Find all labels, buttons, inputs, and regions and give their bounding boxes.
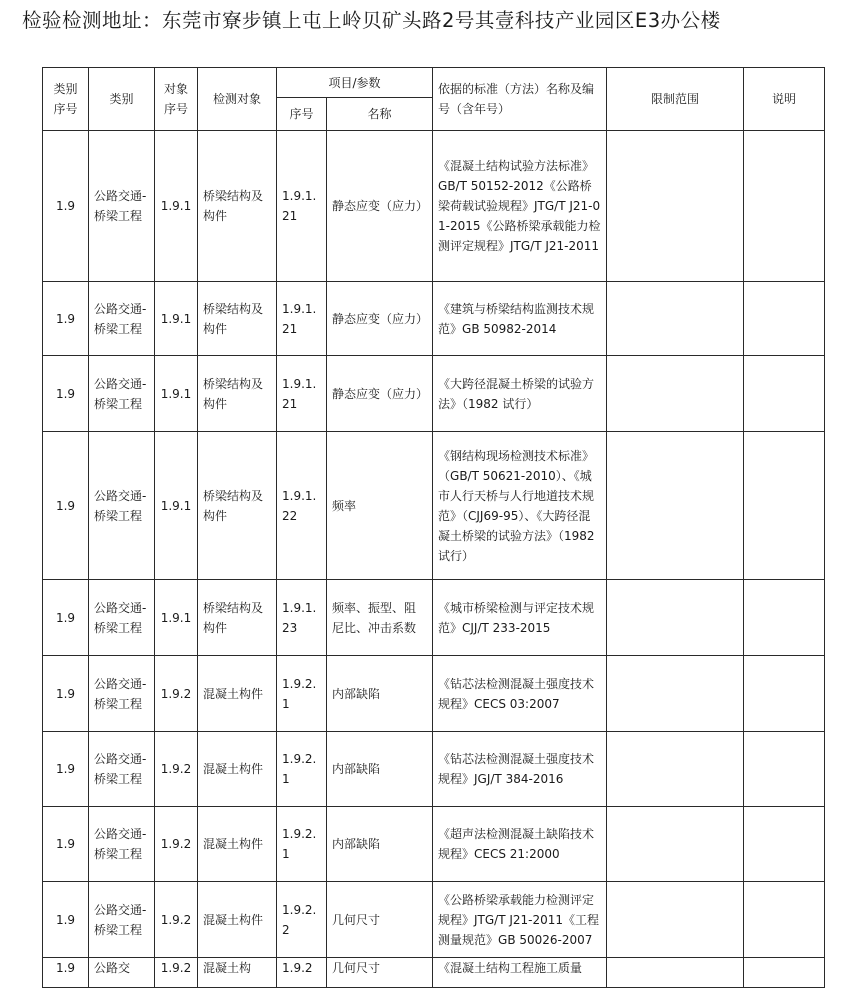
cell-item-name: 内部缺陷 <box>327 656 433 732</box>
table-row <box>43 356 825 432</box>
cell-obj-no: 1.9.1 <box>155 282 198 356</box>
header-item-no: 序号 <box>277 98 327 131</box>
cell-note <box>744 580 825 656</box>
cell-cat-no: 1.9 <box>43 656 89 732</box>
cell-object: 桥梁结构及构件 <box>198 356 277 432</box>
table-row <box>43 732 825 807</box>
cell-cat-no: 1.9 <box>43 432 89 580</box>
cell-item-no: 1.9.2.1 <box>277 656 327 732</box>
cell-cat-no: 1.9 <box>43 807 89 882</box>
cell-category: 公路交通-桥梁工程 <box>89 580 155 656</box>
header-object: 检测对象 <box>198 68 277 131</box>
cell-object: 桥梁结构及构件 <box>198 580 277 656</box>
cell-standard: 《公路桥梁承载能力检测评定规程》JTG/T J21-2011《工程测量规范》GB 50026-2007 <box>433 882 607 958</box>
cell-limit <box>607 356 744 432</box>
cell-limit <box>607 958 744 988</box>
cell-cat-no: 1.9 <box>43 356 89 432</box>
table-row <box>43 432 825 580</box>
cell-item-no: 1.9.2.1 <box>277 807 327 882</box>
cell-obj-no: 1.9.2 <box>155 958 198 988</box>
cell-item-name: 内部缺陷 <box>327 807 433 882</box>
cell-obj-no: 1.9.1 <box>155 580 198 656</box>
cell-obj-no: 1.9.2 <box>155 882 198 958</box>
cell-standard: 《混凝土结构试验方法标准》GB/T 50152-2012《公路桥梁荷载试验规程》JTG/T J21-01-2015《公路桥梁承载能力检测评定规程》JTG/T J21-2011 <box>433 131 607 282</box>
header-obj-no: 对象序号 <box>155 68 198 131</box>
cell-obj-no: 1.9.2 <box>155 807 198 882</box>
cell-item-name: 几何尺寸 <box>327 882 433 958</box>
cell-category: 公路交通-桥梁工程 <box>89 732 155 807</box>
cell-cat-no: 1.9 <box>43 131 89 282</box>
cell-item-name: 内部缺陷 <box>327 732 433 807</box>
cell-object: 桥梁结构及构件 <box>198 131 277 282</box>
cell-limit <box>607 732 744 807</box>
cell-category: 公路交 <box>89 958 155 988</box>
cell-category: 公路交通-桥梁工程 <box>89 432 155 580</box>
cell-object: 混凝土构件 <box>198 882 277 958</box>
cell-standard: 《钻芯法检测混凝土强度技术规程》JGJ/T 384-2016 <box>433 732 607 807</box>
cell-limit <box>607 656 744 732</box>
cell-limit <box>607 882 744 958</box>
cell-standard: 《建筑与桥梁结构监测技术规范》GB 50982-2014 <box>433 282 607 356</box>
cell-limit <box>607 580 744 656</box>
cell-category: 公路交通-桥梁工程 <box>89 882 155 958</box>
cell-standard: 《钢结构现场检测技术标准》（GB/T 50621-2010）、《城市人行天桥与人行地道技术规范》（CJJ69-95）、《大跨径混凝土桥梁的试验方法》（1982 试行） <box>433 432 607 580</box>
page-title: 检验检测地址：东莞市寮步镇上屯上岭贝矿头路2号其壹科技产业园区E3办公楼 <box>22 9 721 32</box>
cell-item-no: 1.9.2.1 <box>277 732 327 807</box>
cell-category: 公路交通-桥梁工程 <box>89 282 155 356</box>
cell-limit <box>607 432 744 580</box>
cell-category: 公路交通-桥梁工程 <box>89 356 155 432</box>
cell-item-no: 1.9.1.23 <box>277 580 327 656</box>
cell-category: 公路交通-桥梁工程 <box>89 807 155 882</box>
cell-category: 公路交通-桥梁工程 <box>89 131 155 282</box>
cell-object: 混凝土构件 <box>198 732 277 807</box>
cell-item-name: 静态应变（应力） <box>327 131 433 282</box>
table-row <box>43 958 825 988</box>
cell-cat-no: 1.9 <box>43 282 89 356</box>
cell-note <box>744 732 825 807</box>
cell-item-no: 1.9.2.2 <box>277 882 327 958</box>
cell-item-name: 几何尺寸 <box>327 958 433 988</box>
cell-standard: 《大跨径混凝土桥梁的试验方法》（1982 试行） <box>433 356 607 432</box>
cell-item-no: 1.9.1.21 <box>277 356 327 432</box>
cell-note <box>744 807 825 882</box>
cell-object: 混凝土构 <box>198 958 277 988</box>
table-row <box>43 131 825 282</box>
cell-note <box>744 282 825 356</box>
table-row <box>43 882 825 958</box>
cell-limit <box>607 282 744 356</box>
header-item-name: 名称 <box>327 98 433 131</box>
table-row <box>43 580 825 656</box>
cell-item-name: 频率、振型、阻尼比、冲击系数 <box>327 580 433 656</box>
cell-obj-no: 1.9.1 <box>155 356 198 432</box>
cell-item-name: 静态应变（应力） <box>327 356 433 432</box>
cell-item-no: 1.9.2 <box>277 958 327 988</box>
cell-note <box>744 131 825 282</box>
header-cat-no: 类别序号 <box>43 68 89 131</box>
table-row <box>43 282 825 356</box>
cell-obj-no: 1.9.1 <box>155 432 198 580</box>
cell-note <box>744 356 825 432</box>
cell-note <box>744 958 825 988</box>
cell-obj-no: 1.9.1 <box>155 131 198 282</box>
cell-standard: 《钻芯法检测混凝土强度技术规程》CECS 03:2007 <box>433 656 607 732</box>
cell-cat-no: 1.9 <box>43 580 89 656</box>
cell-object: 桥梁结构及构件 <box>198 282 277 356</box>
table-row <box>43 807 825 882</box>
cell-cat-no: 1.9 <box>43 882 89 958</box>
cell-item-name: 静态应变（应力） <box>327 282 433 356</box>
table-row <box>43 656 825 732</box>
cell-object: 混凝土构件 <box>198 656 277 732</box>
cell-object: 混凝土构件 <box>198 807 277 882</box>
cell-note <box>744 656 825 732</box>
cell-obj-no: 1.9.2 <box>155 656 198 732</box>
cell-object: 桥梁结构及构件 <box>198 432 277 580</box>
cell-item-name: 频率 <box>327 432 433 580</box>
header-standard: 依据的标准（方法）名称及编号（含年号） <box>433 68 607 131</box>
header-limit: 限制范围 <box>607 68 744 131</box>
cell-note <box>744 882 825 958</box>
cell-item-no: 1.9.1.21 <box>277 131 327 282</box>
header-items: 项目/参数 <box>277 68 433 98</box>
cell-category: 公路交通-桥梁工程 <box>89 656 155 732</box>
cell-standard: 《混凝土结构工程施工质量 <box>433 958 607 988</box>
header-category: 类别 <box>89 68 155 131</box>
cell-cat-no: 1.9 <box>43 958 89 988</box>
cell-limit <box>607 807 744 882</box>
cell-standard: 《超声法检测混凝土缺陷技术规程》CECS 21:2000 <box>433 807 607 882</box>
inspection-table <box>42 67 825 988</box>
cell-standard: 《城市桥梁检测与评定技术规范》CJJ/T 233-2015 <box>433 580 607 656</box>
cell-item-no: 1.9.1.22 <box>277 432 327 580</box>
cell-cat-no: 1.9 <box>43 732 89 807</box>
cell-note <box>744 432 825 580</box>
cell-obj-no: 1.9.2 <box>155 732 198 807</box>
cell-limit <box>607 131 744 282</box>
header-note: 说明 <box>744 68 825 131</box>
cell-item-no: 1.9.1.21 <box>277 282 327 356</box>
